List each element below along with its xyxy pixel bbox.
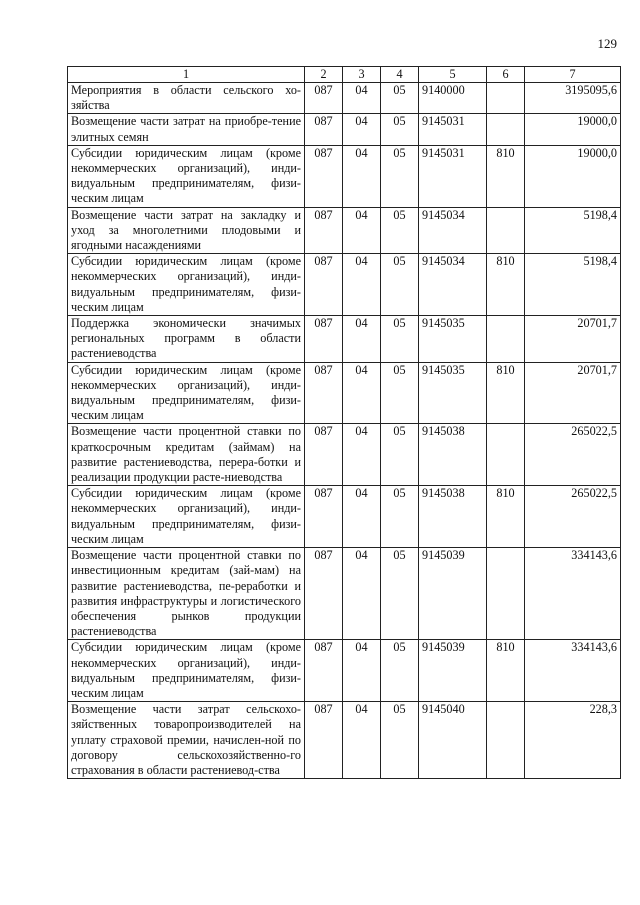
subsection-code-cell: 05: [381, 486, 419, 548]
expense-type-cell: 810: [487, 486, 525, 548]
expense-type-cell: [487, 316, 525, 363]
expense-type-cell: [487, 207, 525, 254]
expense-type-cell: 810: [487, 640, 525, 702]
table-row: [68, 424, 621, 486]
amount-cell: 20701,7: [525, 362, 621, 424]
chapter-code-cell: 04: [343, 316, 381, 363]
row-name-cell: Возмещение части затрат на приобре-тение элитных семян: [68, 114, 305, 145]
header-cell-6: 6: [487, 67, 525, 83]
subsection-code-cell: 05: [381, 424, 419, 486]
target-article-cell: 9145034: [419, 207, 487, 254]
header-cell-1: 1: [68, 67, 305, 83]
row-name-cell: Возмещение части процентной ставки по краткосрочным кредитам (займам) на развитие растениеводства, перера-ботки и реализации продукции расте-ниеводства: [68, 424, 305, 486]
table-row: [68, 114, 621, 145]
header-cell-5: 5: [419, 67, 487, 83]
subsection-code-cell: 05: [381, 145, 419, 207]
header-row: [68, 67, 621, 83]
subsection-code-cell: 05: [381, 207, 419, 254]
expense-type-cell: [487, 548, 525, 640]
chapter-code-cell: 04: [343, 114, 381, 145]
row-name-cell: Возмещение части затрат сельскохо-зяйственных товаропроизводителей на уплату страховой премии, начислен-ной по договору сельскохозяйственно-го страхования в области растениевод-ства: [68, 702, 305, 779]
amount-cell: 20701,7: [525, 316, 621, 363]
expense-type-cell: [487, 702, 525, 779]
target-article-cell: 9145035: [419, 316, 487, 363]
row-name-cell: Поддержка экономически значимых региональных программ в области растениеводства: [68, 316, 305, 363]
chapter-code-cell: 04: [343, 207, 381, 254]
table-row: [68, 145, 621, 207]
amount-cell: 19000,0: [525, 145, 621, 207]
table-body: [68, 83, 621, 779]
amount-cell: 19000,0: [525, 114, 621, 145]
table-row: [68, 316, 621, 363]
expense-type-cell: 810: [487, 145, 525, 207]
table-row: [68, 207, 621, 254]
amount-cell: 5198,4: [525, 254, 621, 316]
target-article-cell: 9145035: [419, 362, 487, 424]
chapter-code-cell: 04: [343, 254, 381, 316]
table-row: [68, 83, 621, 114]
section-code-cell: 087: [305, 207, 343, 254]
section-code-cell: 087: [305, 254, 343, 316]
target-article-cell: 9140000: [419, 83, 487, 114]
chapter-code-cell: 04: [343, 362, 381, 424]
section-code-cell: 087: [305, 145, 343, 207]
amount-cell: 3195095,6: [525, 83, 621, 114]
target-article-cell: 9145034: [419, 254, 487, 316]
chapter-code-cell: 04: [343, 640, 381, 702]
target-article-cell: 9145031: [419, 114, 487, 145]
row-name-cell: Субсидии юридическим лицам (кроме некоммерческих организаций), инди-видуальным предпринимателям, физи-ческим лицам: [68, 362, 305, 424]
subsection-code-cell: 05: [381, 702, 419, 779]
subsection-code-cell: 05: [381, 316, 419, 363]
amount-cell: 5198,4: [525, 207, 621, 254]
chapter-code-cell: 04: [343, 702, 381, 779]
section-code-cell: 087: [305, 362, 343, 424]
chapter-code-cell: 04: [343, 145, 381, 207]
amount-cell: 334143,6: [525, 640, 621, 702]
subsection-code-cell: 05: [381, 640, 419, 702]
expense-type-cell: [487, 114, 525, 145]
subsection-code-cell: 05: [381, 548, 419, 640]
expense-type-cell: 810: [487, 254, 525, 316]
amount-cell: 334143,6: [525, 548, 621, 640]
row-name-cell: Субсидии юридическим лицам (кроме некоммерческих организаций), инди-видуальным предпринимателям, физи-ческим лицам: [68, 254, 305, 316]
target-article-cell: 9145038: [419, 424, 487, 486]
chapter-code-cell: 04: [343, 548, 381, 640]
table-row: [68, 548, 621, 640]
row-name-cell: Возмещение части процентной ставки по инвестиционным кредитам (зай-мам) на развитие растениеводства, пе-реработки и развития инфраструктуры и логистического обеспечения рынков продукции растениеводства: [68, 548, 305, 640]
chapter-code-cell: 04: [343, 486, 381, 548]
table-row: [68, 254, 621, 316]
expense-type-cell: [487, 424, 525, 486]
expense-type-cell: [487, 83, 525, 114]
table-row: [68, 702, 621, 779]
budget-table: [67, 66, 621, 779]
chapter-code-cell: 04: [343, 424, 381, 486]
row-name-cell: Субсидии юридическим лицам (кроме некоммерческих организаций), инди-видуальным предпринимателям, физи-ческим лицам: [68, 145, 305, 207]
row-name-cell: Субсидии юридическим лицам (кроме некоммерческих организаций), инди-видуальным предпринимателям, физи-ческим лицам: [68, 486, 305, 548]
subsection-code-cell: 05: [381, 114, 419, 145]
table-row: [68, 362, 621, 424]
header-cell-7: 7: [525, 67, 621, 83]
target-article-cell: 9145031: [419, 145, 487, 207]
header-cell-4: 4: [381, 67, 419, 83]
chapter-code-cell: 04: [343, 83, 381, 114]
section-code-cell: 087: [305, 114, 343, 145]
header-cell-2: 2: [305, 67, 343, 83]
target-article-cell: 9145040: [419, 702, 487, 779]
section-code-cell: 087: [305, 548, 343, 640]
page-number: 129: [597, 36, 617, 51]
target-article-cell: 9145038: [419, 486, 487, 548]
section-code-cell: 087: [305, 83, 343, 114]
section-code-cell: 087: [305, 486, 343, 548]
amount-cell: 265022,5: [525, 424, 621, 486]
header-cell-3: 3: [343, 67, 381, 83]
table-row: [68, 640, 621, 702]
table-row: [68, 486, 621, 548]
section-code-cell: 087: [305, 640, 343, 702]
subsection-code-cell: 05: [381, 362, 419, 424]
section-code-cell: 087: [305, 702, 343, 779]
row-name-cell: Возмещение части затрат на закладку и уход за многолетними плодовыми и ягодными насаждениями: [68, 207, 305, 254]
amount-cell: 265022,5: [525, 486, 621, 548]
subsection-code-cell: 05: [381, 254, 419, 316]
expense-type-cell: 810: [487, 362, 525, 424]
row-name-cell: Субсидии юридическим лицам (кроме некоммерческих организаций), инди-видуальным предпринимателям, физи-ческим лицам: [68, 640, 305, 702]
section-code-cell: 087: [305, 316, 343, 363]
row-name-cell: Мероприятия в области сельского хо-зяйства: [68, 83, 305, 114]
section-code-cell: 087: [305, 424, 343, 486]
amount-cell: 228,3: [525, 702, 621, 779]
target-article-cell: 9145039: [419, 640, 487, 702]
target-article-cell: 9145039: [419, 548, 487, 640]
subsection-code-cell: 05: [381, 83, 419, 114]
